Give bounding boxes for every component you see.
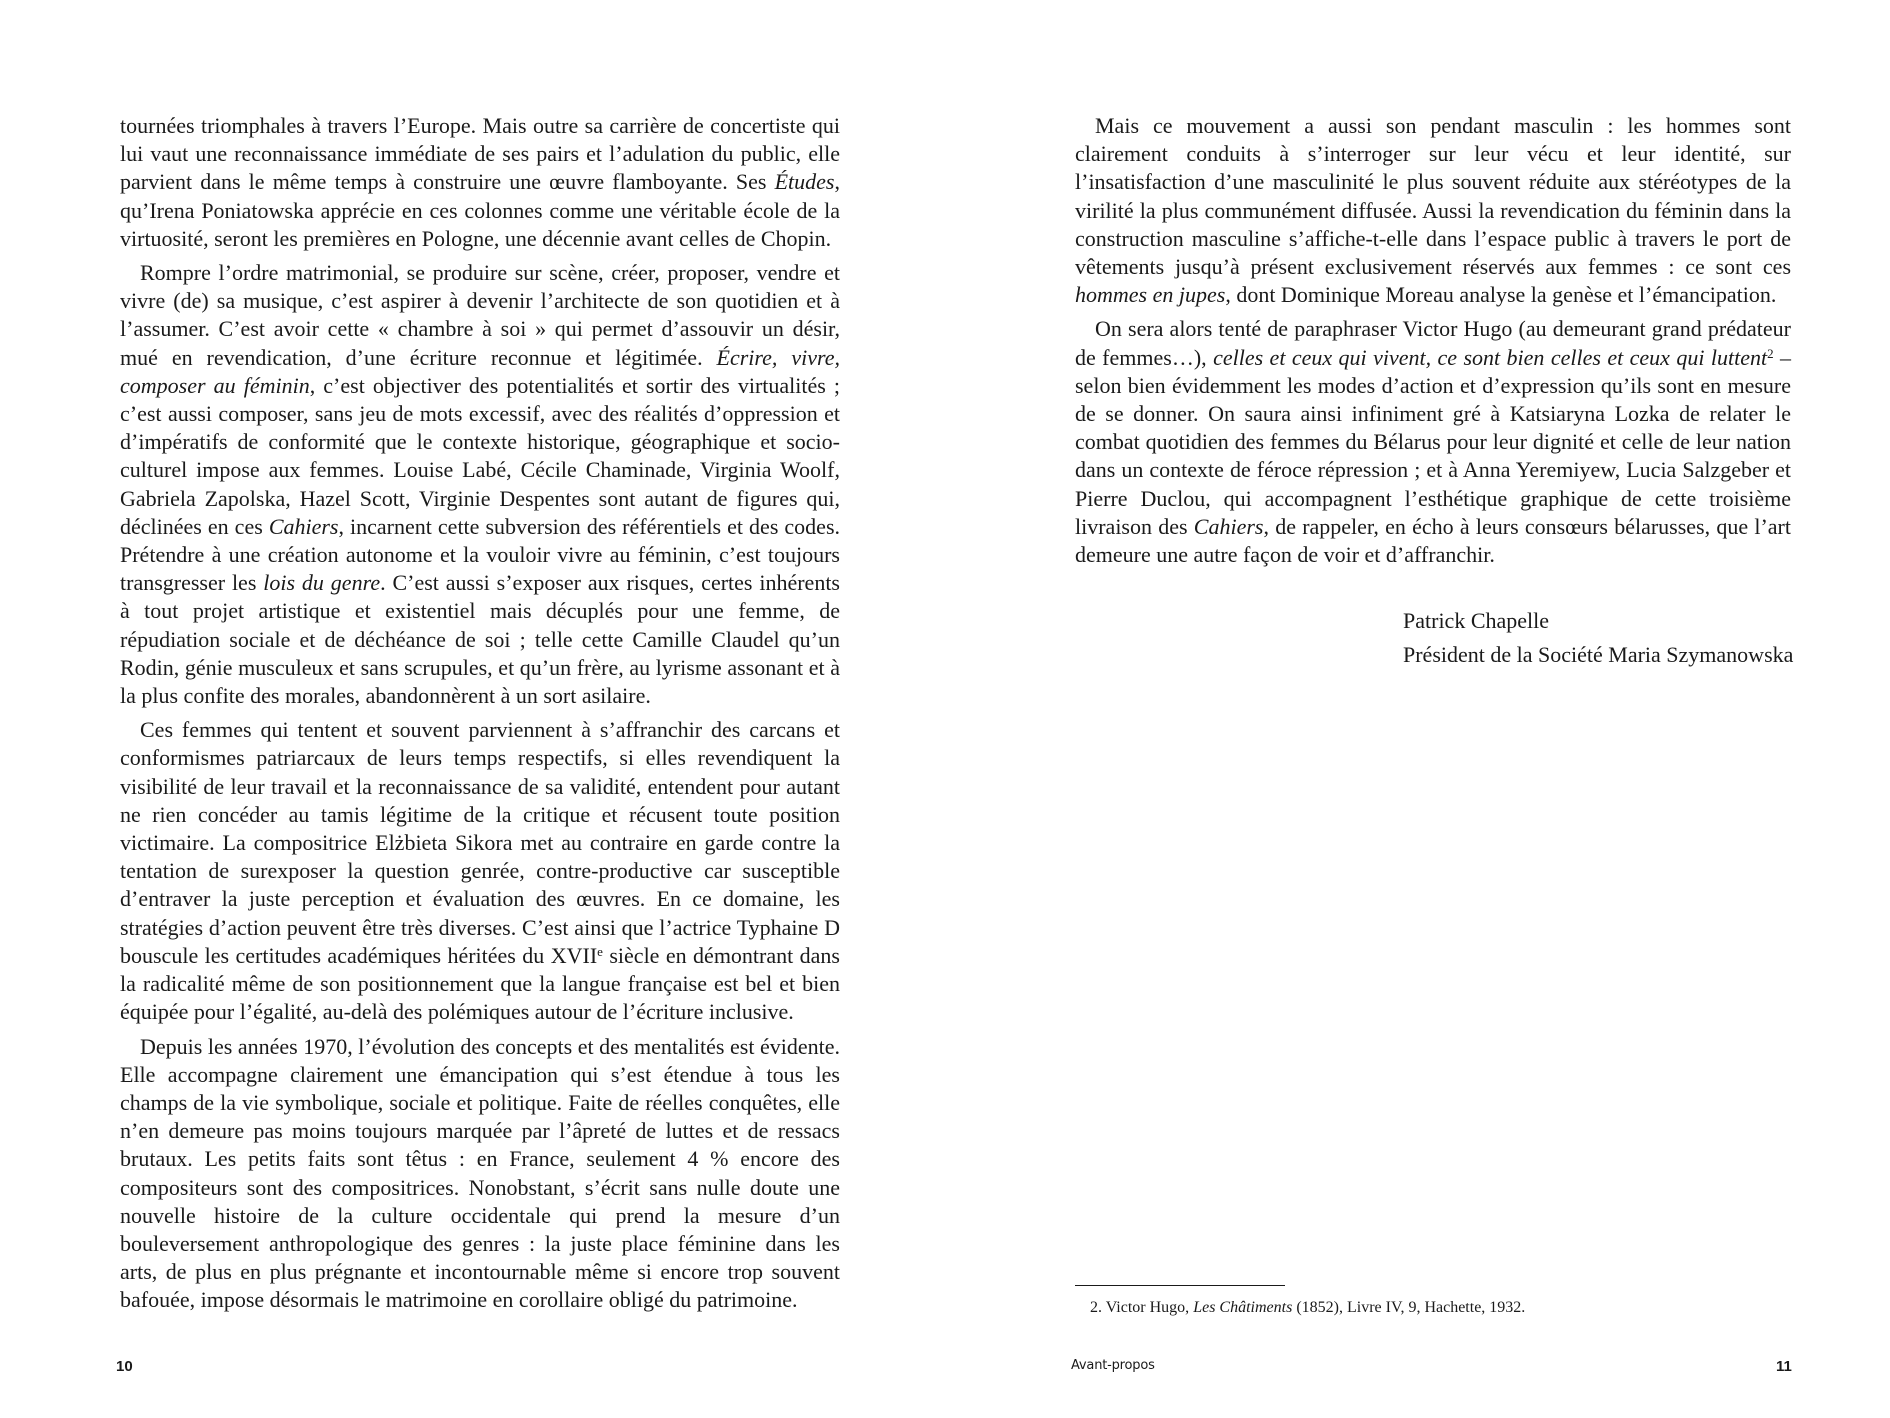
right-page-number: 11: [1776, 1358, 1792, 1375]
superscript: 2: [1767, 345, 1774, 361]
italic-text: Études: [774, 169, 835, 195]
running-head: Avant-propos: [1071, 1358, 1155, 1373]
italic-text: Écrire, vivre, composer au féminin: [120, 344, 840, 398]
paragraph: On sera alors tenté de paraphraser Victor Hugo (au demeurant grand prédateur de femmes…), celles et ceux qui vivent, ce sont bien celles et ceux qui luttent$^2$ – selon bien évidemment les modes d’action et d’expression qu’ils sont en mesure de se donner. On saura ainsi infiniment gré à Katsiaryna Lozka de relater le combat quotidien des femmes du Bélarus pour leur dignité et celle de leur nation dans un contexte de féroce répression ; et à Anna Yeremiyew, Lucia Salzgeber et Pierre Duclou, qui accompagnent l’esthétique graphique de cette troisième livraison des Cahiers, de rappeler, en écho à leurs consœurs bélarusses, que l’art demeure une autre façon de voir et d’affranchir.: [1075, 316, 1791, 568]
right-page-text: [1075, 112, 1791, 575]
italic-text: Cahiers: [268, 513, 339, 539]
footnote-divider: [1075, 1285, 1285, 1286]
paragraph: Ces femmes qui tentent et souvent parviennent à s’affranchir des carcans et conformismes patriarcaux de leurs temps respectifs, si elles revendiquent la visibilité de leur travail et la reconnaissance de sa validité, entendent pour autant ne rien concéder au tamis légitime de la critique et récusent toute position victimaire. La compositrice Elżbieta Sikora met au contraire en garde contre la tentation de surexposer la question genrée, contre-productive car susceptible d’entraver la juste perception et évaluation des œuvres. En ce domaine, les stratégies d’action peuvent être très diverses. C’est ainsi que l’actrice Typhaine D bouscule les certitudes académiques héritées du XVIIe siècle en démontrant dans la radicalité même de son positionnement que la langue française est bel et bien équipée pour l’égalité, au-delà des polémiques autour de l’écriture inclusive.: [120, 717, 840, 1025]
paragraph: Rompre l’ordre matrimonial, se produire sur scène, créer, proposer, vendre et vivre (de) sa musique, c’est aspirer à devenir l’architecte de son quotidien et à l’assumer. C’est avoir cette « chambre à soi » qui permet d’assouvir un désir, mué en revendication, d’une écriture reconnue et légitimée. Écrire, vivre, composer au féminin, c’est objectiver des potentialités et sortir des virtualités ; c’est aussi composer, sans jeu de mots excessif, avec des réalités d’oppression et d’impératifs de conformité que le contexte historique, géographique et socio-culturel impose aux femmes. Louise Labé, Cécile Chaminade, Virginia Woolf, Gabriela Zapolska, Hazel Scott, Virginie Despentes sont autant de figures qui, déclinées en ces Cahiers, incarnent cette subversion des référentiels et des codes. Prétendre à une création autonome et la vouloir vivre au féminin, c’est toujours transgresser les lois du genre. C’est aussi s’exposer aux risques, certes inhérents à tout projet artistique et existentiel mais décuplés pour une femme, de répudiation sociale et de déchéance de soi ; telle cette Camille Claudel qu’un Rodin, génie musculeux et sans scrupules, et qu’un frère, au lyrisme assonant et à la plus confite des morales, abandonnèrent à un sort asilaire.: [120, 260, 841, 709]
italic-text: Cahiers: [1193, 513, 1264, 539]
italic-text: celles et ceux qui vivent, ce sont bien celles et ceux qui luttent: [1213, 344, 1768, 370]
signature-name: Patrick Chapelle: [1403, 608, 1550, 633]
italic-text: hommes en jupes: [1075, 282, 1226, 308]
paragraph: Depuis les années 1970, l’évolution des concepts et des mentalités est évidente. Elle accompagne clairement une émancipation qui s’est étendue à tous les champs de la vie symbolique, sociale et politique. Faite de réelles conquêtes, elle n’en demeure pas moins toujours marquée par l’âpreté de luttes et de ressacs brutaux. Les petits faits sont têtus : en France, seulement 4 % encore des compositeurs sont des compositrices. Nonobstant, s’écrit sans nulle doute une nouvelle histoire de la culture occidentale qui prend la mesure d’un bouleversement anthropologique des genres : la juste place féminine dans les arts, de plus en plus prégnante et incontournable même si encore trop souvent bafouée, impose désormais le matrimoine en corollaire obligé du patrimoine.: [120, 1033, 840, 1313]
left-page-number: 10: [116, 1358, 133, 1375]
left-page-text: [120, 112, 840, 1321]
superscript: e: [597, 943, 603, 959]
signature: [1403, 604, 1793, 672]
italic-text: lois du genre: [263, 570, 381, 596]
footnote: 2. Victor Hugo, Les Châtiments (1852), Livre IV, 9, Hachette, 1932.: [1090, 1299, 1526, 1316]
paragraph: Mais ce mouvement a aussi son pendant masculin : les hommes sont clairement conduits à s’interroger sur leur vécu et leur identité, sur l’insatisfaction d’une masculinité le plus souvent réduite aux stéréotypes de la virilité la plus communément diffusée. Aussi la revendication du féminin dans la construction masculine s’affiche-t-elle dans l’espace public à travers le port de vêtements jusqu’à présent exclusivement réservés aux femmes : ce sont ces hommes en jupes, dont Dominique Moreau analyse la genèse et l’émancipation.: [1075, 113, 1791, 308]
paragraph: tournées triomphales à travers l’Europe. Mais outre sa carrière de concertiste qui lui vaut une reconnaissance immédiate de ses pairs et l’adulation du public, elle parvient dans le même temps à construire une œuvre flamboyante. Ses Études, qu’Irena Poniatowska apprécie en ces colonnes comme une véritable école de la virtuosité, seront les premières en Pologne, une décennie avant celles de Chopin.: [120, 113, 840, 251]
signature-role: Président de la Société Maria Szymanowska: [1403, 642, 1794, 667]
italic-text: Les Châtiments: [1193, 1299, 1293, 1316]
